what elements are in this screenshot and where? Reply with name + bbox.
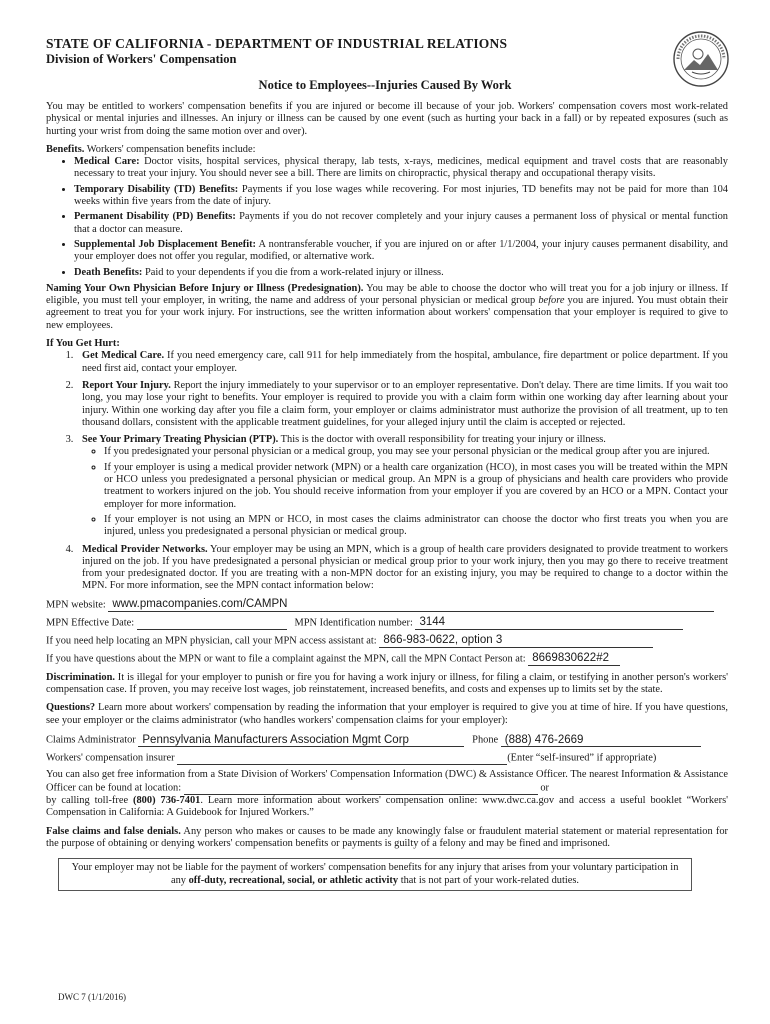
insurer-label: Workers' compensation insurer — [46, 752, 175, 764]
io-location-field[interactable] — [184, 781, 538, 795]
mpn-effective-date-field[interactable] — [137, 616, 287, 630]
predesignation-paragraph: Naming Your Own Physician Before Injury or Illness (Predesignation). You may be able to choose the doctor who will treat you for a job injury or illness. If eligible, you must tell your employer, in writing, the name and address of your personal physician or medical group before you are injured. You must obtain their agreement to treat you for your work injury. For instructions, see the written information about workers' compensation that your employer is required to give to new employees. — [46, 282, 729, 331]
mpn-contact-field[interactable]: 8669830622#2 — [528, 652, 620, 666]
benefits-list — [46, 156, 728, 279]
mpn-id-field[interactable]: 3144 — [415, 616, 683, 630]
ptp-sub-item: ◦ If your employer is using a medical provider network (MPN) or a health care organization (HCO), in most cases you will be treated within the MPN or HCO unless you predesignated a personal physician or medical group. An MPN is a group of physicians and health care providers who provide treatment to workers injured on the job. You should receive information from your employer if you are covered by an HCO or a MPN. Contact your employer for more information. — [104, 462, 728, 511]
benefit-item: • Death Benefits: Paid to your dependents if you die from a work-related injury or illness. — [74, 267, 728, 279]
notice-body — [46, 101, 728, 891]
intro-paragraph: You may be entitled to workers' compensation benefits if you are injured or become ill because of your job. Workers' compensation covers most work-related physical or mental injuries and illnesses. An injury or illness can be caused by one event (such as hurting your back in a fall) or by repeated exposures (such as hurting your wrist from doing the same motion over and over). — [46, 101, 728, 137]
discrimination-paragraph: Discrimination. It is illegal for your employer to punish or fire you for having a work injury or illness, for filing a claim, or testifying in another person's workers' compensation case. If proven, you may receive lost wages, job reinstatement, increased benefits, and costs and expenses up to limits set by the state. — [46, 671, 728, 695]
benefit-item: • Temporary Disability (TD) Benefits: Payments if you lose wages while recovering. For most injuries, TD benefits may not be paid for more than 104 weeks within five years from the date of injury. — [74, 184, 728, 209]
insurer-note: (Enter “self-insured” if appropriate) — [507, 752, 657, 764]
ptp-sublist — [82, 446, 728, 538]
benefit-item: • Permanent Disability (PD) Benefits: Payments if you do not recover completely and your injury causes a permanent loss of physical or mental function that a doctor can measure. — [74, 211, 728, 236]
claims-admin-field[interactable]: Pennsylvania Manufacturers Association Mgmt Corp — [138, 733, 464, 747]
step-item: 2. Report Your Injury. Report the injury immediately to your supervisor or to an employer representative. Don't delay. There are time limits. If you wait too long, you may lose your right to benefits. Your employer is required to provide you with a claim form within one working day after learning about your injury. Within one working day after you file a claim form, your employer or claims administrator must authorize the provision of all treatment, up to ten thousand dollars, consistent with the applicable treatment guidelines, for your alleged injury until the claim is accepted or rejected. — [76, 380, 728, 429]
mpn-id-label: MPN Identification number: — [294, 617, 413, 629]
mpn-website-label: MPN website: — [46, 599, 106, 611]
benefits-lead: Workers' compensation benefits include: — [84, 143, 256, 155]
mpn-effective-date-label: MPN Effective Date: — [46, 617, 135, 629]
if-hurt-steps — [46, 350, 728, 592]
if-hurt-heading: If You Get Hurt: — [46, 338, 120, 350]
ptp-sub-item: ◦ If your employer is not using an MPN or HCO, in most cases the claims administrator can choose the doctor who first treats you when you are injured, unless you predesignated a personal physician or medical group. — [104, 514, 728, 539]
benefits-heading: Benefits. — [46, 143, 85, 155]
insurer-field[interactable] — [177, 751, 507, 765]
mpn-website-field[interactable]: www.pmacompanies.com/CAMPN — [108, 598, 714, 612]
questions-paragraph: Questions? Learn more about workers' compensation by reading the information that your employer is required to give you at time of hire. If you have questions, see your employer or the claims administrator (who handles workers' compensation claims for your employer): — [46, 702, 728, 726]
benefit-item: • Supplemental Job Displacement Benefit: A nontransferable voucher, if you are injured on or after 1/1/2004, your injury causes permanent disability, and your employer does not offer you regular, modified, or alternative work. — [74, 239, 728, 264]
step-item: 4. Medical Provider Networks. Your employer may be using an MPN, which is a group of health care providers designated to provide treatment to workers injured on the job. If you have predesignated a personal physician or medical group prior to your work injury, then you may go there to receive treatment from your predesignated doctor. If you are treating with a non-MPN doctor for an existing injury, you may be required to change to a doctor within the MPN. For more information, see the MPN contact information below: — [76, 544, 728, 593]
voluntary-activity-note: Your employer may not be liable for the payment of workers' compensation benefits for any injury that arises from your voluntary participation in any off-duty, recreational, social, or athletic activity that is not part of your work-related duties. — [58, 858, 692, 891]
form-number: DWC 7 (1/1/2016) — [58, 992, 126, 1002]
step-item: 3. See Your Primary Treating Physician (PTP). This is the doctor with overall responsibility for treating your injury or illness. ◦ If you predesignated your personal physician or a medical group, you may see your personal physician or the medical group after you are injured. ◦ If your employer is using a medical provider network (MPN) or a health care organization (HCO), in most cases you will be treated within the MPN or HCO unless you predesignated a personal physician or medical group. An MPN is a group of physicians and health care providers who provide treatment to workers injured on the job. You should receive information from your employer if you are covered by an HCO or a MPN. Contact your employer for more information. ◦ If your employer is not using an MPN or HCO, in most cases the claims administrator can choose the doctor who first treats you when you are injured, unless you predesignated a personal physician or medical group. — [76, 434, 728, 538]
step-item: 1. Get Medical Care. If you need emergency care, call 911 for help immediately from the hospital, ambulance, fire department or police department. If you need first aid, contact your employer. — [76, 350, 728, 375]
agency-heading: STATE OF CALIFORNIA - DEPARTMENT OF INDUSTRIAL RELATIONS — [46, 36, 508, 51]
ptp-sub-item: ◦ If you predesignated your personal physician or a medical group, you may see your personal physician or the medical group after you are injured. — [104, 446, 728, 458]
notice-title: Notice to Employees--Injuries Caused By Work — [258, 78, 512, 92]
mpn-fields — [46, 598, 728, 666]
division-heading: Division of Workers' Compensation — [46, 52, 237, 66]
claims-admin-label: Claims Administrator — [46, 734, 136, 746]
claims-fields — [46, 733, 728, 765]
benefits-section — [46, 144, 728, 279]
benefit-item: • Medical Care: Doctor visits, hospital services, physical therapy, lab tests, x-rays, medicines, medical equipment and travel costs that are reasonably necessary to treat your injury. You should never see a bill. There are limits on chiropractic, physical therapy and occupational therapy visits. — [74, 156, 728, 181]
false-claims-paragraph: False claims and false denials. Any person who makes or causes to be made any knowingly false or fraudulent material statement or material representation for the purpose of obtaining or denying workers' compensation benefits or payments is guilty of a felony and may be fined and imprisoned. — [46, 825, 728, 850]
mpn-assistant-label: If you need help locating an MPN physician, call your MPN access assistant at: — [46, 635, 377, 647]
phone-field[interactable]: (888) 476-2669 — [501, 733, 701, 747]
mpn-assistant-field[interactable]: 866-983-0622, option 3 — [379, 634, 653, 648]
if-hurt-section — [46, 338, 728, 593]
dwc-info-paragraph: You can also get free information from a State Division of Workers' Compensation Information (DWC) & Assistance Officer. The nearest Information & Assistance Officer can be found at location: or by calling toll-free (800) 736-7401. Learn more information about workers' compensation online: www.dwc.ca.gov and access a useful booklet “Workers' Compensation in California: A Guidebook for Injured Workers.” — [46, 768, 728, 819]
phone-label: Phone — [472, 734, 499, 746]
mpn-contact-label: If you have questions about the MPN or want to file a complaint against the MPN, call the MPN Contact Person at: — [46, 653, 526, 665]
